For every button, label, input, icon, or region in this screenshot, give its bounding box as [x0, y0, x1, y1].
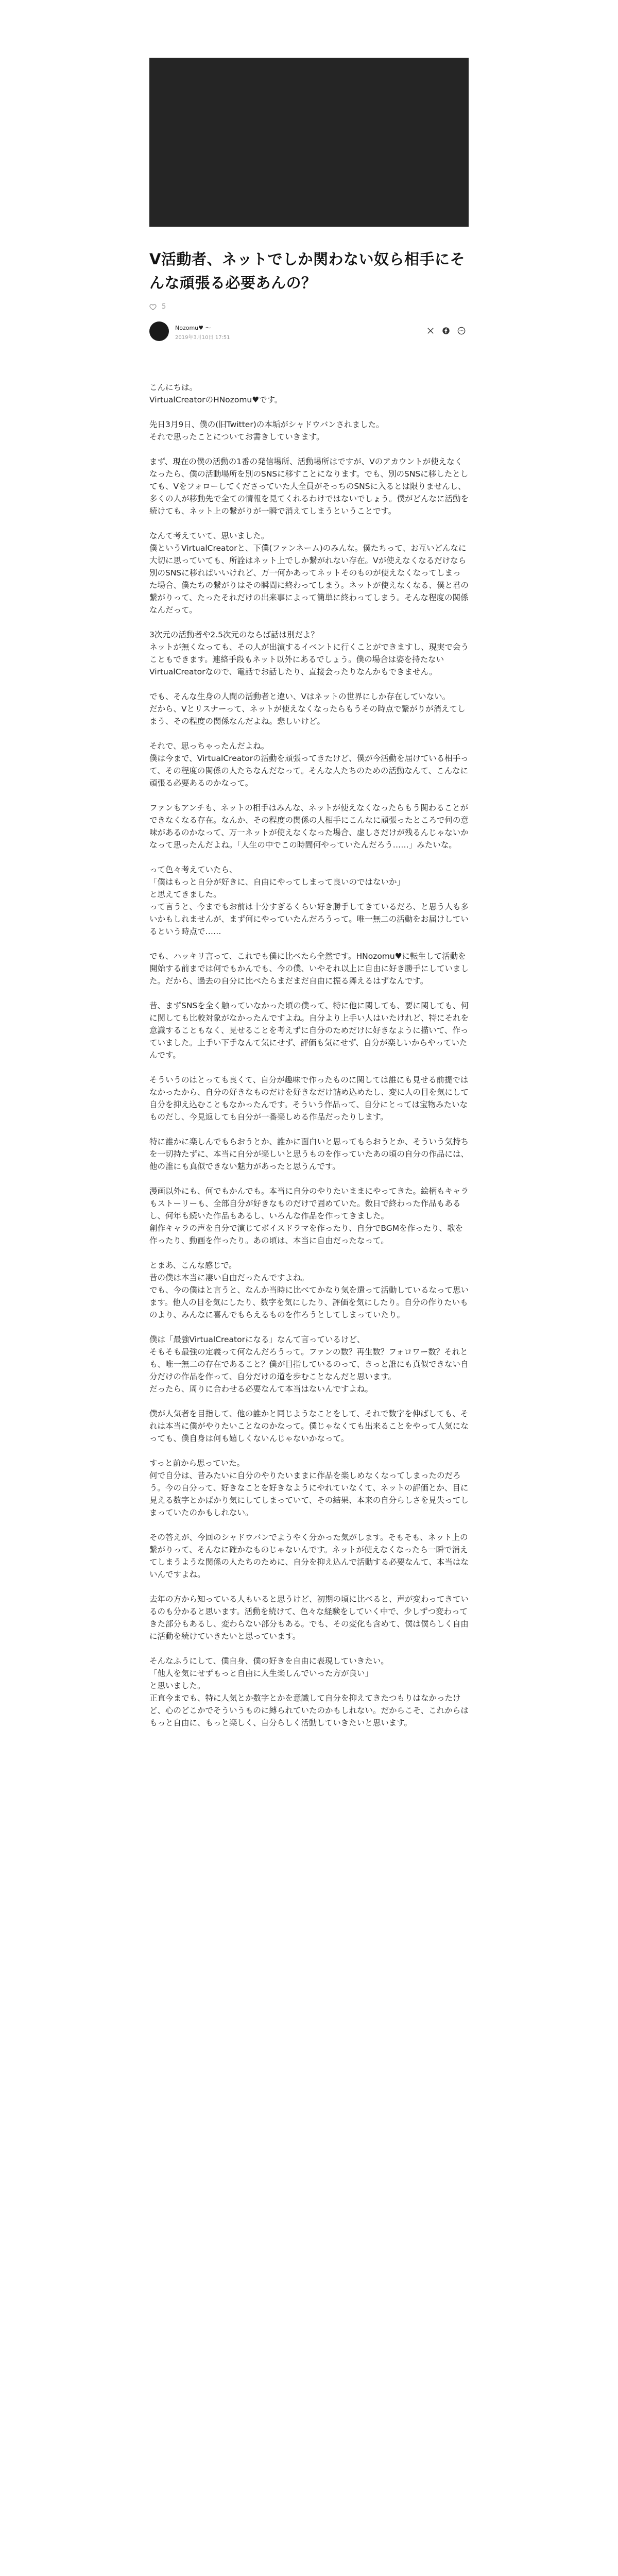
- paragraph: でも、そんな生身の人間の活動者と違い、Vはネットの世界にしか存在していない。 だから、Vとリスナーって、ネットが使えなくなったらもうその時点で繋がりが消えてしまう、その程度の関係なんだよね。悲しいけど。: [149, 692, 466, 726]
- facebook-icon[interactable]: [441, 326, 451, 336]
- paragraph: 僕が人気者を目指して、他の誰かと同じようなことをして、それで数字を伸ばしても、それは本当に僕がやりたいことなのかなって。僕じゃなくても出来ることをやって人気になっても、僕自身は何も嬉しくないんじゃないかなって。: [149, 1409, 469, 1443]
- paragraph: とまあ、こんな感じで。 昔の僕は本当に凄い自由だったんですよね。 でも、今の僕はと言うと、なんか当時に比べてかなり気を遣って活動しているなって思います。他人の目を気にしたり、数字を気にしたり、評価を気にしたり。自分の作りたいものより、みんなに喜んでもらえるものを作ろうとしてしまっていたり。: [149, 1261, 469, 1319]
- paragraph: ファンもアンチも、ネットの相手はみんな、ネットが使えなくなったらもう関わることができなくなる存在。なんか、その程度の関係の人相手にこんなに頑張ったところで何の意味があるのかなって、万一ネットが使えなくなった場合、虚しさだけが残るんじゃないかなって思ったんだよね。「人生の中でこの時間何やっていたんだろう……」みたいな。: [149, 803, 469, 850]
- like-area[interactable]: [149, 303, 166, 311]
- avatar[interactable]: [149, 321, 169, 341]
- paragraph: でも、ハッキリ言って、これでも僕に比べたら全然です。HNozomu♥に転生して活動を開始する前までは何でもかんでも、今の僕、いやそれ以上に自由に好き勝手にしていました。だから、過去の自分に比べたらまだまだ自由に振る舞えるはずなんです。: [149, 952, 469, 986]
- paragraph: 僕は「最強VirtualCreatorになる」なんて言っているけど、 そもそも最強の定義って何なんだろうって。ファンの数？再生数？フォロワー数？それとも、唯一無二の存在であること？僕が目指しているのって、きっと誰にも真似できない自分だけの作品を作って、自分だけの道を歩むことなんだと思います。 だったら、周りに合わせる必要なんて本当はないんですよね。: [149, 1335, 469, 1394]
- paragraph: その答えが、今回のシャドウバンでようやく分かった気がします。そもそも、ネット上の繋がりって、そんなに確かなものじゃないんです。ネットが使えなくなったら一瞬で消えてしまうような関係の人たちのために、自分を抑え込んで活動する必要なんて、本当はないんですよね。: [149, 1533, 469, 1579]
- x-icon[interactable]: [425, 326, 436, 336]
- paragraph: って色々考えていたら、 「僕はもっと自分が好きに、自由にやってしまって良いのではないか」 と思えてきました。 って言うと、今までもお前は十分すぎるくらい好き勝手してきているだろ、と思う人も多いかもしれませんが、まず何にやっていたんだろうって。唯一無二の活動をお届けしているという時点で……: [149, 865, 469, 936]
- article-body: [149, 381, 469, 1741]
- paragraph: 去年の方から知っている人もいると思うけど、初期の頃に比べると、声が変わってきているのも分かると思います。活動を続けて、色々な経験をしていく中で、少しずつ変わってきた部分もあるし、変わらない部分もある。でも、その変化も含めて、僕は僕らしく自由に活動を続けていきたいと思っています。: [149, 1595, 469, 1641]
- paragraph: こんにちは。 VirtualCreatorのHNozomu♥です。: [149, 383, 283, 404]
- author-bar: [149, 321, 469, 343]
- paragraph: 漫画以外にも、何でもかんでも。本当に自分のやりたいままにやってきた。絵柄もキャラもストーリーも、全部自分が好きなものだけで固めていた。数日で終わった作品もあるし、何年も続いた作品もあるし、いろんな作品を作ってきました。 創作キャラの声を自分で演じてボイスドラマを作ったり、自分でBGMを作ったり、歌を作ったり、動画を作ったり。あの頃は、本当に自由だったなって。: [149, 1187, 469, 1245]
- header-image: [149, 58, 469, 227]
- paragraph: まず、現在の僕の活動の1番の発信場所、活動場所はですが、Vのアカウントが使えなくなったら、僕の活動場所を別のSNSに移すことになります。でも、別のSNSに移したとしても、Vをフォローしてくださっていた人全員がそっちのSNSに入るとは限りませんし、多くの人が移動先で全ての情報を見てくれるわけではないでしょう。僕がどんなに活動を続けても、ネット上の繋がりが一瞬で消えてしまうということです。: [149, 457, 469, 516]
- publish-date: 2019年3月10日 17:51: [175, 335, 230, 341]
- paragraph: 先日3月9日、僕の(旧Twitter)の本垢がシャドウバンされました。 それで思ったことについてお書きしていきます。: [149, 420, 384, 442]
- paragraph: 昔、まずSNSを全く触っていなかった頃の僕って、特に他に関しても、要に関しても、何に関しても比較対象がなかったんですよね。自分より上手い人はいたけれど、特にそれを意識することもなく、見せることを考えずに自分のためだけに好きなように描いて、作っていました。上手い下手なんて気にせず、評価も気にせず、自分が楽しいからやっていたんです。: [149, 1001, 469, 1060]
- paragraph: 特に誰かに楽しんでもらおうとか、誰かに面白いと思ってもらおうとか、そういう気持ちを一切持たずに、本当に自分が楽しいと思うものを作っていたあの頃の自分の作品には、他の誰にも真似できない魅力があったと思うんです。: [149, 1137, 469, 1171]
- author-name[interactable]: Nozomu♥ ～: [175, 325, 211, 331]
- heart-icon[interactable]: [149, 303, 157, 311]
- paragraph: すっと前から思っていた。 何で自分は、昔みたいに自分のやりたいままに作品を楽しめなくなってしまったのだろう。今の自分って、好きなことを好きなようにやれていなくて、ネットの評価とか、目に見える数字とかばかり気にしてしまっていて、その結果、本来の自分らしさを見失ってしまっていたのかもしれない。: [149, 1459, 469, 1517]
- more-icon[interactable]: [456, 326, 467, 336]
- article-title: V活動者、ネットでしか関わない奴ら相手にそんな頑張る必要あんの？: [149, 250, 465, 292]
- paragraph: それで、思っちゃったんだよね。 僕は今まで、VirtualCreatorの活動を頑張ってきたけど、僕が今活動を届けている相手って、その程度の関係の人たちなんだなって。そんな人たちのための活動なんて、こんなに頑張る必要あるのかなって。: [149, 741, 469, 788]
- paragraph: そんなふうにして、僕自身、僕の好きを自由に表現していきたい。 「他人を気にせずもっと自由に人生楽しんでいった方が良い」 と思いました。 正直今までも、特に人気とか数字とかを意識して自分を抑えてきたつもりはなかったけど、心のどこかでそういうものに縛られていたのかもしれない。だからこそ、これからはもっと自由に、もっと楽しく、自分らしく活動していきたいと思います。: [149, 1656, 469, 1727]
- like-count: 5: [162, 303, 166, 311]
- paragraph: なんて考えていて、思いました。 僕というVirtualCreatorと、下僕(ファンネーム)のみんな。僕たちって、お互いどんなに大切に思っていても、所詮はネット上でしか繋がれない存在。Vが使えなくなるだけなら別のSNSに移ればいいけれど、万一何かあってネットそのものが使えなくなってしまった場合、僕たちの繋がりはその瞬間に終わってしまう。ネットが使えなくなる、僕と君の繋がりって、たったそれだけの出来事によって簡単に終わってしまう。そんな程度の関係なんだって。: [149, 531, 469, 615]
- paragraph: 3次元の活動者や2.5次元のならば話は別だよ？ ネットが無くなっても、その人が出演するイベントに行くことができますし、現実で会うこともできます。連絡手段もネット以外にあるでしょう。僕の場合は姿を持たないVirtualCreatorなので、電話でお話したり、直接会ったりなんかもできません。: [149, 630, 469, 676]
- paragraph: そういうのはとっても良くて、自分が趣味で作ったものに関しては誰にも見せる前提ではなかったから、自分の好きなものだけを好きなだけ詰め込めたし、変に人の目を気にして自分を抑え込むこともなかったんです。そういう作品って、自分にとっては宝物みたいなものだし、今見返しても自分が一番楽しめる作品だったりします。: [149, 1075, 469, 1122]
